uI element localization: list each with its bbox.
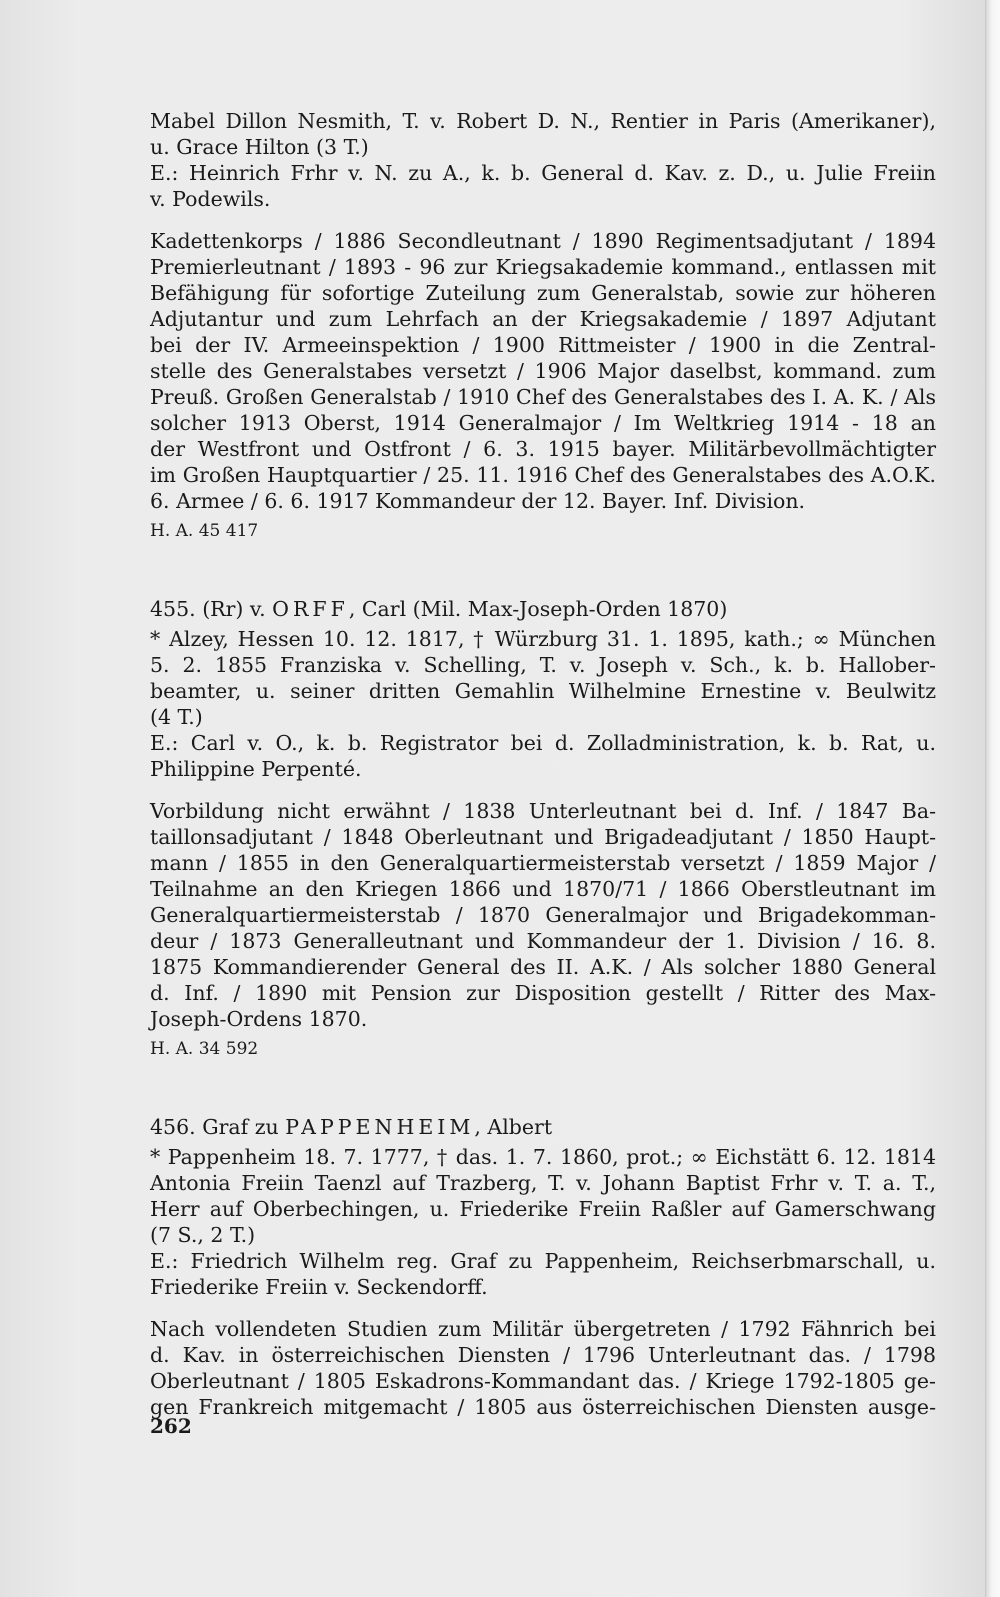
entry-455-heading — [150, 596, 936, 622]
entry-number: 455. — [150, 597, 196, 621]
text-line: E.: Friedrich Wilhelm reg. Graf zu Pappenheim, Reichserbmarschall, u. — [150, 1249, 936, 1273]
text-line: Befähigung für sofortige Zuteilung zum Generalstab, sowie zur höheren — [150, 281, 936, 305]
text-line: 1875 Kommandierender General des II. A.K. / Als solcher 1880 General — [150, 955, 936, 979]
text-line: 6. Armee / 6. 6. 1917 Kommandeur der 12. Bayer. Inf. Division. — [150, 489, 806, 513]
text-line: Antonia Freiin Taenzl auf Trazberg, T. v. Johann Baptist Frhr v. T. a. T., — [150, 1171, 936, 1195]
archive-reference: H. A. 34 592 — [150, 1039, 259, 1059]
text-line: v. Podewils. — [150, 187, 271, 211]
text-line: Generalquartiermeisterstab / 1870 Generalmajor und Brigadekomman- — [150, 903, 936, 927]
text-line: u. Grace Hilton (3 T.) — [150, 135, 369, 159]
text-line: gen Frankreich mitgemacht / 1805 aus österreichischen Diensten ausge- — [150, 1395, 936, 1419]
text-line: Joseph-Ordens 1870. — [150, 1007, 368, 1031]
text-line: der Westfront und Ostfront / 6. 3. 1915 bayer. Militärbevollmächtigter — [150, 437, 936, 461]
text-line: Preuß. Großen Generalstab / 1910 Chef des Generalstabes des I. A. K. / Als — [150, 385, 936, 409]
text-line: 5. 2. 1855 Franziska v. Schelling, T. v. Joseph v. Sch., k. b. Hallober- — [150, 653, 936, 677]
entry-456-career — [150, 1316, 936, 1420]
text-line: Friederike Freiin v. Seckendorff. — [150, 1275, 488, 1299]
text-line: (7 S., 2 T.) — [150, 1223, 256, 1247]
entry-454-parents — [150, 108, 936, 212]
name-prefix: (Rr) v. — [202, 597, 266, 621]
archive-reference: H. A. 45 417 — [150, 521, 259, 541]
text-line: beamter, u. seiner dritten Gemahlin Wilhelmine Ernestine v. Beulwitz — [150, 679, 936, 703]
text-line: Premierleutnant / 1893 - 96 zur Kriegsakademie kommand., entlassen mit — [150, 255, 936, 279]
text-line: stelle des Generalstabes versetzt / 1906 Major daselbst, kommand. zum — [150, 359, 936, 383]
text-line: Teilnahme an den Kriegen 1866 und 1870/71 / 1866 Oberstleutnant im — [150, 877, 936, 901]
text-line: E.: Carl v. O., k. b. Registrator bei d. Zolladministration, k. b. Rat, u. — [150, 731, 936, 755]
text-line: bei der IV. Armeeinspektion / 1900 Rittmeister / 1900 in die Zentral- — [150, 333, 936, 357]
text-line: solcher 1913 Oberst, 1914 Generalmajor / Im Weltkrieg 1914 - 18 an — [150, 411, 936, 435]
text-line: Philippine Perpenté. — [150, 757, 362, 781]
text-line: im Großen Hauptquartier / 25. 11. 1916 Chef des Generalstabes des A.O.K. — [150, 463, 936, 487]
page-number: 262 — [150, 1414, 192, 1438]
text-line: d. Inf. / 1890 mit Pension zur Disposition gestellt / Ritter des Max- — [150, 981, 936, 1005]
text-line: * Alzey, Hessen 10. 12. 1817, † Würzburg 31. 1. 1895, kath.; ∞ München — [150, 627, 936, 651]
text-line: mann / 1855 in den Generalquartiermeisterstab versetzt / 1859 Major / — [150, 851, 936, 875]
page-text — [150, 108, 936, 1420]
entry-number: 456. — [150, 1115, 196, 1139]
text-line: Adjutantur und zum Lehrfach an der Kriegsakademie / 1897 Adjutant — [150, 307, 936, 331]
entry-456-heading — [150, 1114, 936, 1140]
given-name: , Carl (Mil. Max-Joseph-Orden 1870) — [348, 597, 728, 621]
text-line: E.: Heinrich Frhr v. N. zu A., k. b. General d. Kav. z. D., u. Julie Freiin — [150, 161, 936, 185]
entry-456-bio — [150, 1144, 936, 1300]
text-line: Herr auf Oberbechingen, u. Friederike Freiin Raßler auf Gamerschwang — [150, 1197, 936, 1221]
name-prefix: Graf zu — [202, 1115, 279, 1139]
entry-455-bio — [150, 626, 936, 782]
text-line: Kadettenkorps / 1886 Secondleutnant / 1890 Regimentsadjutant / 1894 — [150, 229, 936, 253]
given-name: , Albert — [474, 1115, 553, 1139]
text-line: Nach vollendeten Studien zum Militär übergetreten / 1792 Fähnrich bei — [150, 1317, 936, 1341]
text-line: Mabel Dillon Nesmith, T. v. Robert D. N., Rentier in Paris (Amerikaner), — [150, 109, 936, 133]
text-line: * Pappenheim 18. 7. 1777, † das. 1. 7. 1860, prot.; ∞ Eichstätt 6. 12. 1814 — [150, 1145, 936, 1169]
text-line: Vorbildung nicht erwähnt / 1838 Unterleutnant bei d. Inf. / 1847 Ba- — [150, 799, 936, 823]
text-line: deur / 1873 Generalleutnant und Kommandeur der 1. Division / 16. 8. — [150, 929, 936, 953]
text-line: d. Kav. in österreichischen Diensten / 1796 Unterleutnant das. / 1798 — [150, 1343, 936, 1367]
entry-455-career — [150, 798, 936, 1032]
text-line: taillonsadjutant / 1848 Oberleutnant und Brigadeadjutant / 1850 Haupt- — [150, 825, 936, 849]
surname: ORFF — [272, 597, 349, 621]
page-edge — [985, 0, 1000, 1597]
surname: PAPPENHEIM — [285, 1115, 475, 1139]
text-line: (4 T.) — [150, 705, 203, 729]
text-line: Oberleutnant / 1805 Eskadrons-Kommandant das. / Kriege 1792-1805 ge- — [150, 1369, 936, 1393]
entry-454-career — [150, 228, 936, 514]
